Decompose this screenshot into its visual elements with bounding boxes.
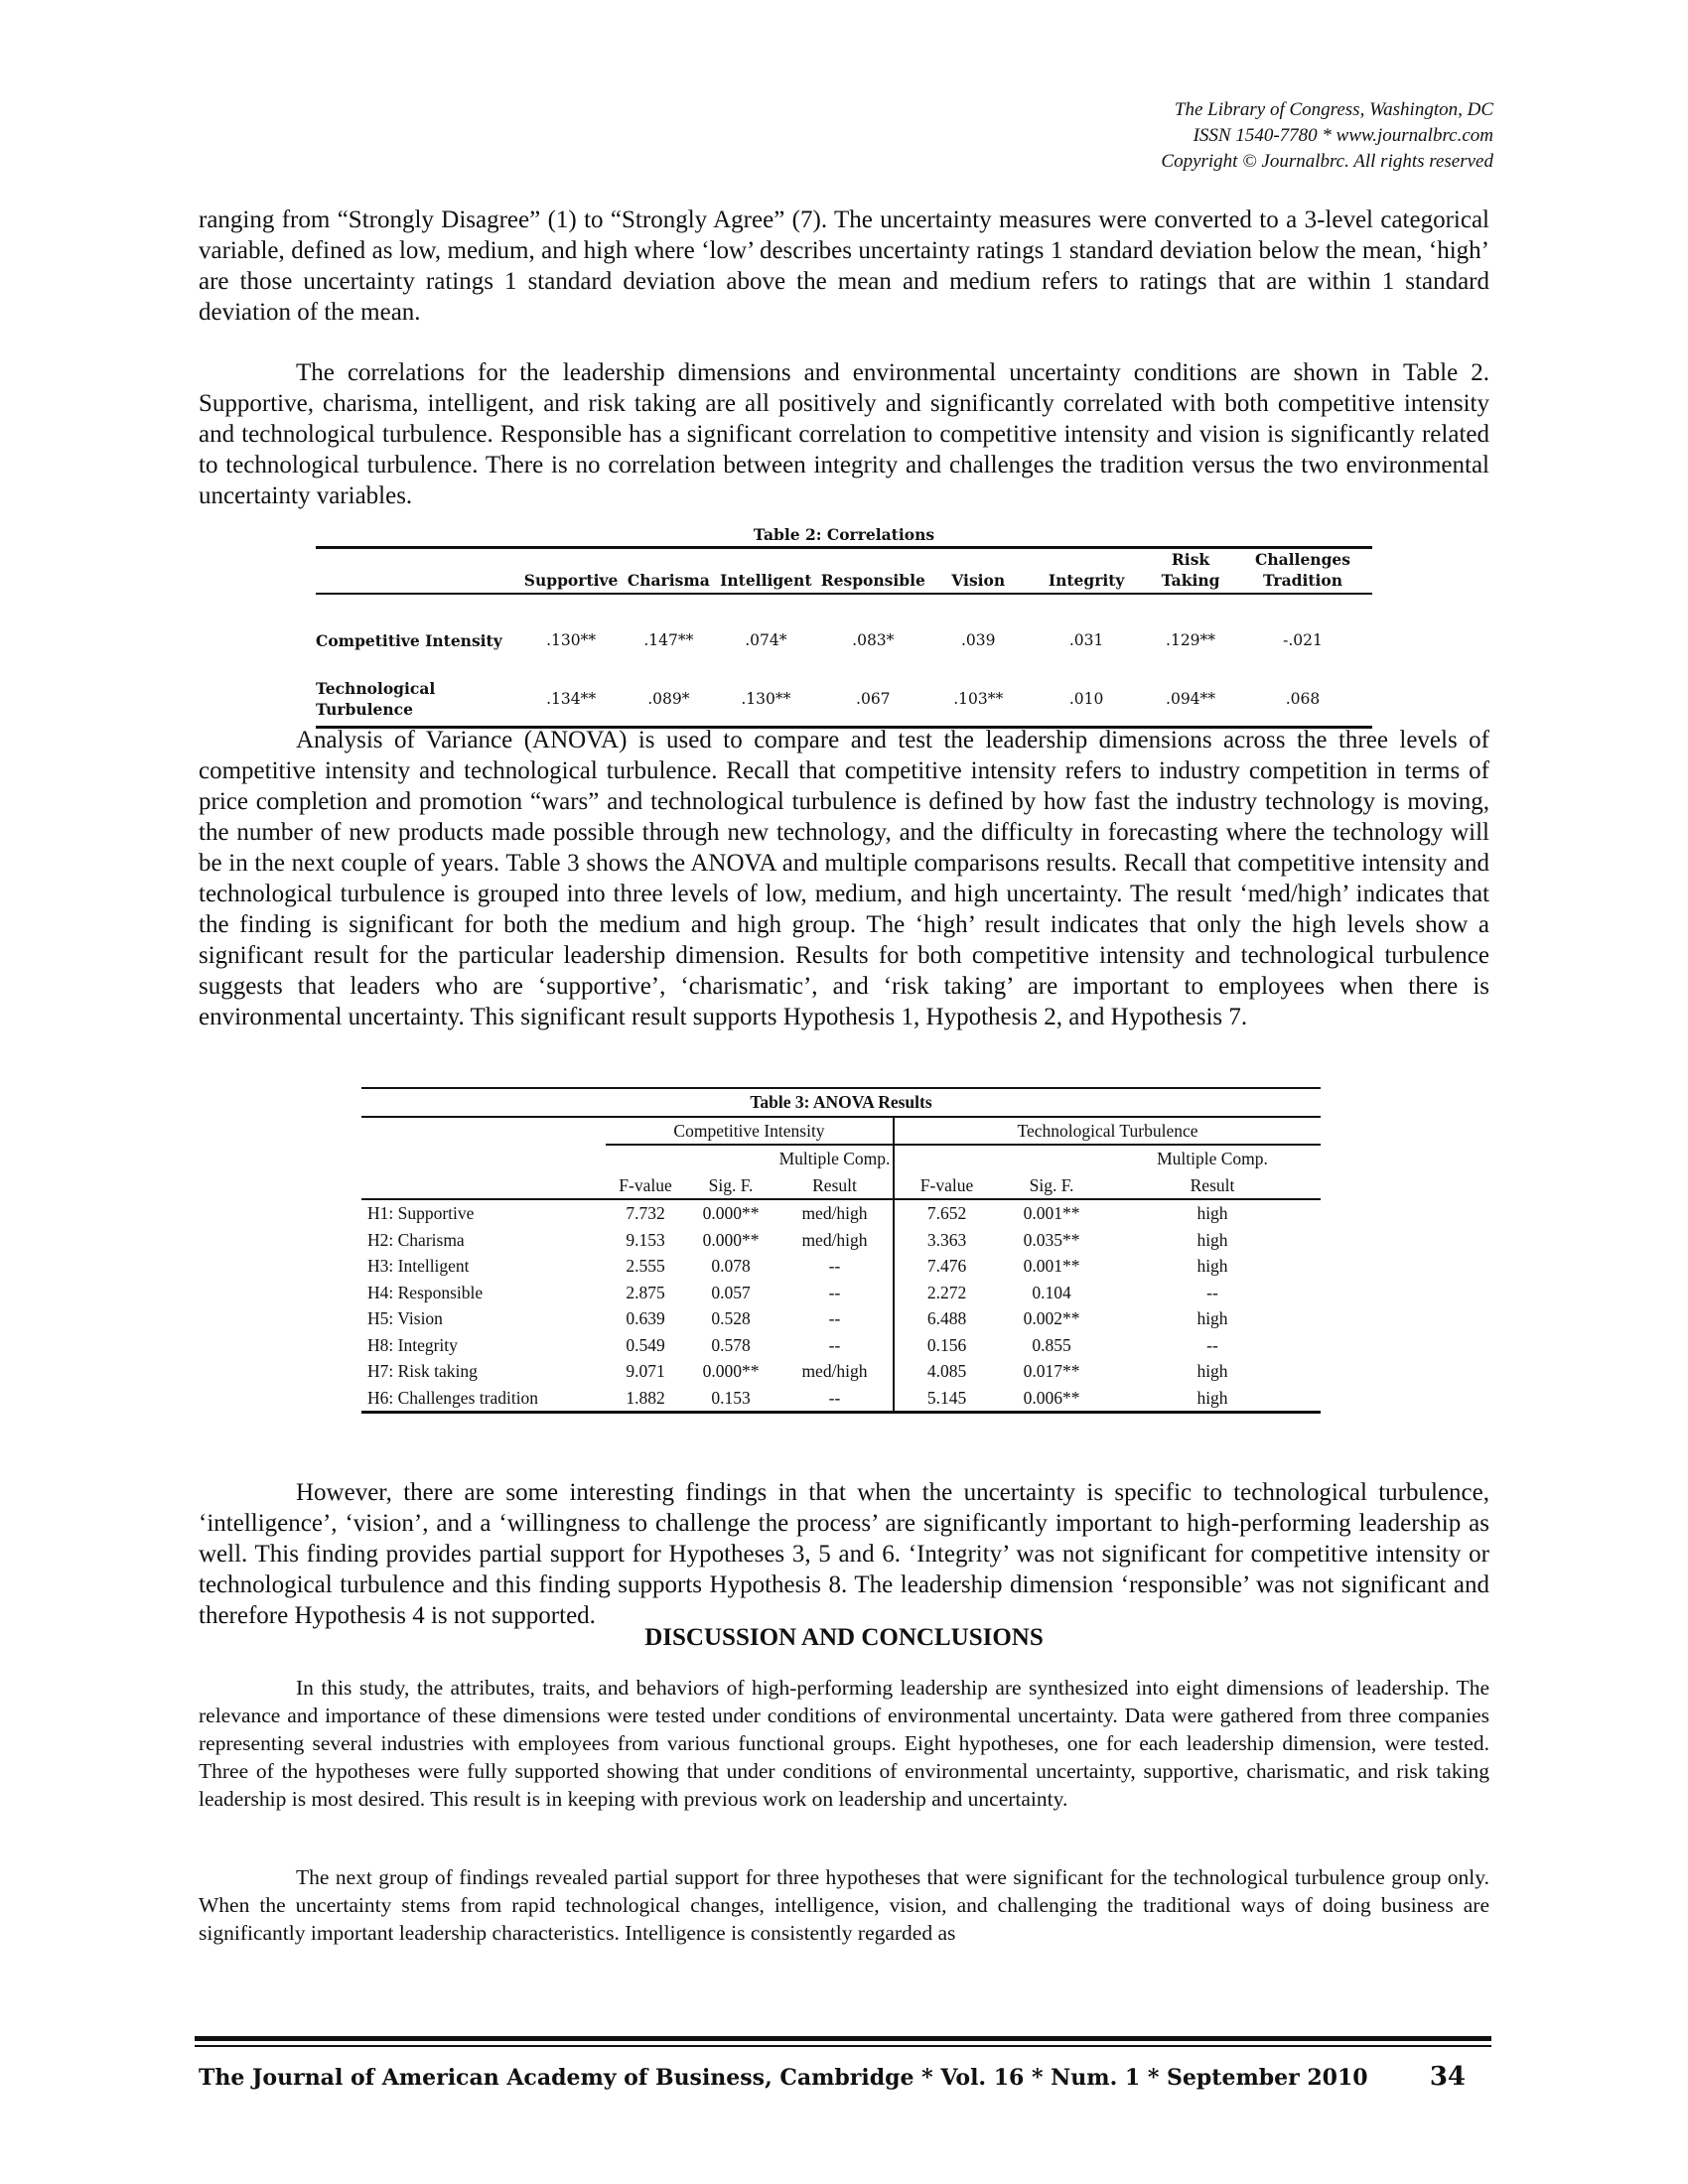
table-cell: 5.145 xyxy=(894,1385,999,1413)
group-technological-turbulence: Technological Turbulence xyxy=(894,1117,1321,1146)
paragraph-3: Analysis of Variance (ANOVA) is used to compare and test the leadership dimensions across the three levels of competitive intensity and technological turbulence. Recall that competitive intensity refers to industry competition in terms of price completion and promotion “wars” and technological turbulence is defined by how fast the industry technology is moving, the number of new products made possible through new technology, and the difficulty in forecasting where the technology will be in the next couple of years. Table 3 shows the ANOVA and multiple comparisons results. Recall that competitive intensity and technological turbulence is grouped into three levels of low, medium, and high uncertainty. The result ‘med/high’ indicates that the finding is significant for both the medium and high group. The ‘high’ result indicates that only the high levels show a significant result for the particular leadership dimension. Results for both competitive intensity and technological turbulence suggests that leaders who are ‘supportive’, ‘charismatic’, and ‘risk taking’ are important to employees when there is environmental uncertainty. This significant result supports Hypothesis 1, Hypothesis 2, and Hypothesis 7. xyxy=(199,727,1489,1030)
result-header: Result xyxy=(776,1172,894,1200)
row-label: Technological Turbulence xyxy=(316,679,436,719)
table-2-header: Supportive xyxy=(522,548,621,595)
table-cell: 0.578 xyxy=(711,1334,751,1355)
table-cell: 7.652 xyxy=(894,1199,999,1227)
table-3-anova xyxy=(361,1087,1321,1414)
section-heading: DISCUSSION AND CONCLUSIONS xyxy=(644,1624,1044,1651)
table-cell: .103** xyxy=(953,690,1004,708)
table-cell: 2.555 xyxy=(626,1256,665,1277)
table-cell: high xyxy=(1196,1229,1228,1250)
table-2-caption: Table 2: Correlations xyxy=(753,525,935,544)
journal-header xyxy=(1161,97,1493,175)
paragraph-6: The next group of findings revealed partial support for three hypotheses that were significant for the technological turbulence group only. When the uncertainty stems from rapid technological changes, intelligence, vision, and challenging the traditional ways of doing business are significantly important leadership characteristics. Intelligence is consistently regarded as xyxy=(199,1865,1489,1945)
row-label: H1: Supportive xyxy=(367,1203,475,1224)
table-cell: med/high xyxy=(801,1229,868,1250)
table-cell: high xyxy=(1196,1256,1228,1277)
table-cell: .130** xyxy=(741,690,791,708)
table-cell: 0.528 xyxy=(711,1308,751,1329)
multiple-comp-header: Multiple Comp. xyxy=(1157,1149,1268,1169)
table-cell: 9.071 xyxy=(626,1361,665,1382)
table-row xyxy=(361,1332,1321,1359)
table-row xyxy=(361,1280,1321,1306)
table-cell: .089* xyxy=(647,690,690,708)
table-cell: .074* xyxy=(745,631,787,649)
header-line-1: The Library of Congress, Washington, DC xyxy=(1174,99,1493,120)
table-2-header: Vision xyxy=(931,548,1025,595)
table-cell: 0.035** xyxy=(1023,1229,1080,1250)
table-cell: 0.156 xyxy=(894,1332,999,1359)
table-cell: med/high xyxy=(801,1361,868,1382)
table-cell: .031 xyxy=(1068,631,1104,649)
table-cell: -- xyxy=(828,1334,841,1355)
table-cell: 0.639 xyxy=(626,1308,665,1329)
table-2-header: Risk Taking xyxy=(1148,548,1233,595)
paragraph-4: However, there are some interesting findings in that when the uncertainty is specific to technological turbulence, ‘intelligence’, ‘vision’, and a ‘willingness to challenge the process’ are significantly important to high-performing leadership as well. This finding provides partial support for Hypotheses 3, 5 and 6. ‘Integrity’ was not significant for competitive intensity or technological turbulence and this finding supports Hypothesis 8. The leadership dimension ‘responsible’ was not significant and therefore Hypothesis 4 is not supported. xyxy=(199,1479,1489,1629)
table-cell: 0.153 xyxy=(711,1387,751,1408)
table-cell: 0.078 xyxy=(711,1256,751,1277)
table-cell: .134** xyxy=(546,690,597,708)
table-cell: high xyxy=(1196,1387,1228,1408)
sig-f-header: Sig. F. xyxy=(685,1172,776,1200)
table-2-header xyxy=(316,548,522,595)
page-number: 34 xyxy=(1429,2062,1466,2092)
table-cell: -- xyxy=(828,1256,841,1277)
table-cell: .129** xyxy=(1166,631,1216,649)
table-2-correlations xyxy=(316,524,1372,729)
table-cell: 3.363 xyxy=(894,1227,999,1254)
paragraph-2: The correlations for the leadership dimensions and environmental uncertainty conditions are shown in Table 2. Supportive, charisma, intelligent, and risk taking are all positively and significantly correlated with both competitive intensity and technological turbulence. Responsible has a significant correlation to competitive intensity and vision is significantly related to technological turbulence. There is no correlation between integrity and challenges the tradition versus the two environmental uncertainty variables. xyxy=(199,359,1489,509)
table-row xyxy=(361,1253,1321,1280)
paragraph-1: ranging from “Strongly Disagree” (1) to “Strongly Agree” (7). The uncertainty measures were converted to a 3-level categorical variable, defined as low, medium, and high where ‘low’ describes uncertainty ratings 1 standard deviation below the mean, ‘high’ are those uncertainty ratings 1 standard deviation above the mean and medium refers to ratings that are within 1 standard deviation of the mean. xyxy=(199,206,1489,326)
table-2-header: Integrity xyxy=(1025,548,1148,595)
table-cell: 0.006** xyxy=(1023,1387,1080,1408)
footer-journal: The Journal of American Academy of Business, Cambridge * Vol. 16 * Num. 1 * September 2010 xyxy=(199,2065,1368,2091)
table-cell: med/high xyxy=(801,1203,868,1224)
table-cell: high xyxy=(1196,1308,1228,1329)
row-label: H3: Intelligent xyxy=(367,1256,470,1277)
row-label: H2: Charisma xyxy=(367,1229,465,1250)
table-row xyxy=(361,1358,1321,1385)
table-cell: 0.002** xyxy=(1023,1308,1080,1329)
table-cell: -- xyxy=(828,1308,841,1329)
footer-rule xyxy=(195,2036,1491,2041)
result-header: Result xyxy=(1104,1172,1321,1200)
table-cell: .083* xyxy=(852,631,895,649)
table-cell: .094** xyxy=(1166,690,1216,708)
table-2-header: Challenges Tradition xyxy=(1233,548,1372,595)
paragraph-5: In this study, the attributes, traits, and behaviors of high-performing leadership are synthesized into eight dimensions of leadership. The relevance and importance of these dimensions were tested under conditions of environmental uncertainty. Data were gathered from three companies representing several industries with employees from various functional groups. Eight hypotheses, one for each leadership dimension, were tested. Three of the hypotheses were fully supported showing that under conditions of environmental uncertainty, supportive, charismatic, and risk taking leadership is most desired. This result is in keeping with previous work on leadership and uncertainty. xyxy=(199,1676,1489,1811)
table-cell: 7.476 xyxy=(894,1253,999,1280)
table-2-header: Intelligent xyxy=(717,548,814,595)
row-label: H4: Responsible xyxy=(367,1282,484,1302)
table-row xyxy=(361,1385,1321,1413)
table-3-caption: Table 3: ANOVA Results xyxy=(361,1088,1321,1117)
table-cell: 0.549 xyxy=(626,1334,665,1355)
table-cell: 0.057 xyxy=(711,1282,751,1302)
table-cell: 0.001** xyxy=(1023,1256,1080,1277)
row-label: H5: Vision xyxy=(367,1308,443,1329)
table-row xyxy=(361,1199,1321,1227)
table-cell: .068 xyxy=(1285,690,1321,708)
table-cell: 0.104 xyxy=(1032,1282,1071,1302)
table-cell: -- xyxy=(828,1387,841,1408)
table-cell: -- xyxy=(828,1282,841,1302)
table-cell: 0.001** xyxy=(1023,1203,1080,1224)
table-cell: 0.017** xyxy=(1023,1361,1080,1382)
footer-rule xyxy=(195,2045,1491,2047)
table-cell: 0.000** xyxy=(702,1203,760,1224)
table-row xyxy=(316,594,1372,672)
table-cell: 6.488 xyxy=(894,1305,999,1332)
sig-f-header: Sig. F. xyxy=(999,1172,1104,1200)
header-line-3: Copyright © Journalbrc. All rights reserved xyxy=(1161,151,1493,172)
table-cell: 4.085 xyxy=(894,1358,999,1385)
table-2-header: Charisma xyxy=(620,548,717,595)
table-cell: high xyxy=(1196,1361,1228,1382)
table-cell: -- xyxy=(1206,1334,1218,1355)
header-line-2: ISSN 1540-7780 * www.journalbrc.com xyxy=(1193,125,1493,146)
f-value-header: F-value xyxy=(894,1172,999,1200)
table-cell: -- xyxy=(1206,1282,1218,1302)
table-cell: .039 xyxy=(960,631,996,649)
multiple-comp-header: Multiple Comp. xyxy=(778,1149,891,1169)
table-row xyxy=(361,1305,1321,1332)
table-cell: high xyxy=(1196,1203,1228,1224)
table-row xyxy=(316,672,1372,728)
table-cell: 7.732 xyxy=(626,1203,665,1224)
table-cell: 1.882 xyxy=(626,1387,665,1408)
table-cell: -.021 xyxy=(1283,631,1323,649)
row-label: H8: Integrity xyxy=(367,1334,458,1355)
table-cell: .010 xyxy=(1068,690,1104,708)
table-cell: 2.272 xyxy=(894,1280,999,1306)
table-cell: 9.153 xyxy=(626,1229,665,1250)
table-row xyxy=(361,1227,1321,1254)
table-cell: 0.855 xyxy=(1032,1334,1071,1355)
table-cell: 0.000** xyxy=(702,1361,760,1382)
row-label: H7: Risk taking xyxy=(367,1361,478,1382)
f-value-header: F-value xyxy=(606,1172,685,1200)
table-2-header: Responsible xyxy=(814,548,931,595)
table-2-header-row xyxy=(316,548,1372,595)
row-label: Competitive Intensity xyxy=(316,630,502,650)
row-label: H6: Challenges tradition xyxy=(367,1387,539,1408)
table-cell: .147** xyxy=(643,631,694,649)
table-cell: 0.000** xyxy=(702,1229,760,1250)
table-cell: .067 xyxy=(856,690,891,708)
group-competitive-intensity: Competitive Intensity xyxy=(606,1117,894,1146)
table-cell: .130** xyxy=(546,631,597,649)
table-cell: 2.875 xyxy=(626,1282,665,1302)
